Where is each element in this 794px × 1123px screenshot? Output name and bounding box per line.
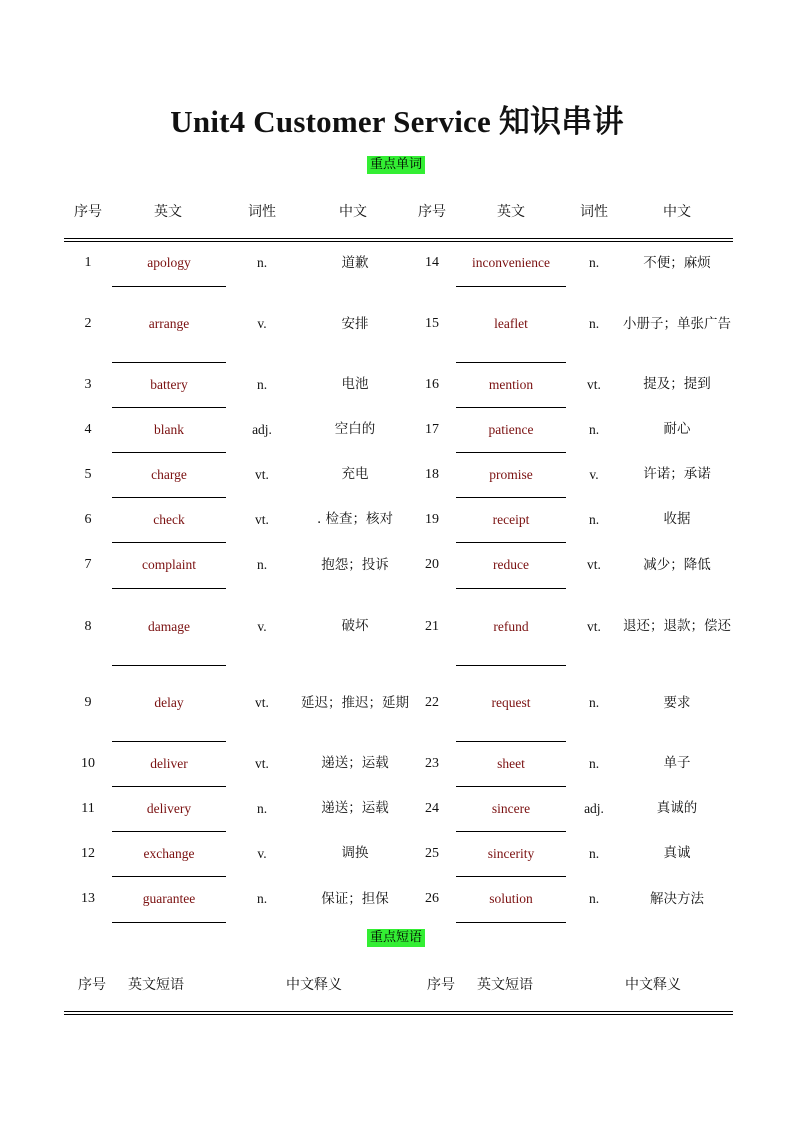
word-index: 19 (425, 511, 439, 527)
page-title: Unit4 Customer Service 知识串讲 (170, 104, 624, 139)
phrase-header-chinese-left: 中文释义 (286, 977, 342, 993)
word-part-of-speech: adj. (584, 800, 604, 816)
word-part-of-speech: vt. (255, 695, 269, 710)
word-english: complaint (142, 557, 196, 572)
word-chinese: 不便；麻烦 (643, 254, 711, 271)
word-index: 13 (81, 891, 95, 906)
word-index: 17 (425, 421, 439, 437)
word-chinese: 单子 (663, 755, 691, 771)
word-index: 6 (84, 511, 92, 527)
word-index: 8 (84, 618, 92, 634)
word-part-of-speech: n. (256, 255, 268, 270)
word-index: 3 (84, 376, 92, 392)
word-english: charge (151, 466, 187, 482)
word-separator-line (112, 876, 226, 877)
word-separator-line (112, 588, 226, 589)
word-chinese: 空白的 (334, 421, 376, 437)
word-separator-line (112, 362, 226, 363)
word-part-of-speech: v. (257, 845, 267, 861)
word-part-of-speech: vt. (255, 511, 269, 527)
word-separator-line (112, 831, 226, 832)
word-english: leaflet (494, 316, 528, 331)
word-separator-line (456, 452, 566, 453)
phrase-section-label: 重点短语 (367, 929, 425, 947)
word-chinese: 减少；降低 (643, 556, 711, 573)
word-english: inconvenience (472, 255, 550, 270)
word-part-of-speech: n. (588, 421, 600, 437)
word-part-of-speech: n. (588, 511, 600, 527)
word-index: 5 (84, 466, 92, 482)
word-chinese: 退还；退款；偿还 (623, 618, 731, 634)
word-part-of-speech: vt. (587, 376, 601, 392)
word-chinese: 收据 (663, 511, 691, 527)
word-part-of-speech: v. (257, 316, 267, 331)
word-separator-line (456, 786, 566, 787)
word-separator-line (456, 831, 566, 832)
word-index: 15 (425, 316, 439, 331)
word-english: sincere (491, 800, 531, 816)
table-top-rule (64, 238, 733, 239)
word-separator-line (112, 922, 226, 923)
word-part-of-speech: vt. (255, 755, 269, 771)
word-chinese: 提及；提到 (643, 376, 711, 392)
word-part-of-speech: vt. (587, 618, 601, 634)
word-part-of-speech: n. (588, 255, 600, 270)
word-separator-line (112, 741, 226, 742)
word-separator-line (456, 741, 566, 742)
word-chinese: 安排 (341, 315, 369, 332)
word-part-of-speech: n. (256, 557, 268, 572)
phrase-table-rule (64, 1011, 733, 1012)
word-chinese: 充电 (341, 466, 369, 482)
word-separator-line (456, 407, 566, 408)
word-part-of-speech: n. (588, 891, 600, 906)
word-chinese: . 检查；核对 (316, 511, 394, 527)
word-chinese: 抱怨；投诉 (321, 556, 389, 573)
word-index: 2 (84, 316, 92, 331)
word-part-of-speech: n. (588, 845, 600, 861)
phrase-header-english-right: 英文短语 (477, 977, 533, 993)
word-english: promise (489, 466, 533, 482)
word-index: 26 (425, 891, 439, 906)
word-chinese: 保证；担保 (321, 890, 389, 907)
word-chinese: 真诚的 (656, 800, 698, 816)
word-english: arrange (148, 316, 190, 331)
word-chinese: 要求 (663, 694, 691, 711)
phrase-header-english-left: 英文短语 (128, 977, 184, 993)
word-index: 22 (425, 695, 439, 710)
phrase-header-chinese-right: 中文释义 (625, 977, 681, 993)
word-part-of-speech: n. (256, 891, 268, 906)
word-chinese: 调换 (341, 845, 369, 861)
word-separator-line (456, 588, 566, 589)
header-english-right: 英文 (497, 204, 525, 220)
word-index: 21 (425, 618, 439, 634)
word-chinese: 电池 (341, 376, 369, 392)
word-index: 25 (425, 845, 439, 861)
word-separator-line (456, 286, 566, 287)
word-separator-line (456, 876, 566, 877)
header-index-right: 序号 (418, 204, 446, 220)
word-chinese: 耐心 (663, 421, 691, 437)
word-english: check (153, 511, 185, 527)
word-index: 23 (425, 755, 439, 771)
word-part-of-speech: vt. (255, 466, 269, 482)
header-chinese-right: 中文 (663, 204, 691, 220)
header-english-left: 英文 (154, 204, 182, 220)
word-index: 1 (84, 255, 92, 270)
word-index: 18 (425, 466, 439, 482)
word-index: 10 (81, 755, 95, 771)
word-chinese: 延迟；推迟；延期 (301, 694, 409, 711)
word-part-of-speech: adj. (252, 421, 272, 437)
word-separator-line (456, 922, 566, 923)
word-index: 12 (81, 845, 95, 861)
phrase-header-index-left: 序号 (78, 977, 106, 993)
word-separator-line (112, 665, 226, 666)
word-chinese: 小册子；单张广告 (623, 315, 731, 332)
word-index: 7 (84, 557, 92, 572)
word-index: 20 (425, 557, 439, 572)
word-chinese: 真诚 (663, 845, 691, 861)
word-part-of-speech: n. (588, 695, 600, 710)
word-english: deliver (150, 755, 188, 771)
word-english: delay (154, 695, 184, 710)
word-chinese: 递送；运载 (321, 800, 389, 816)
word-chinese: 破坏 (341, 618, 369, 634)
word-separator-line (456, 542, 566, 543)
word-part-of-speech: n. (256, 800, 268, 816)
word-part-of-speech: n. (588, 755, 600, 771)
word-separator-line (456, 497, 566, 498)
word-separator-line (112, 452, 226, 453)
word-english: sincerity (487, 845, 535, 861)
vocab-section-label: 重点单词 (367, 156, 425, 174)
word-index: 14 (425, 255, 439, 270)
word-chinese: 道歉 (341, 254, 369, 271)
phrase-header-index-right: 序号 (427, 977, 455, 993)
word-separator-line (456, 362, 566, 363)
phrase-table-rule-inner (64, 1014, 733, 1015)
word-english: guarantee (142, 891, 196, 906)
word-english: solution (489, 891, 533, 906)
header-pos-left: 词性 (248, 204, 276, 220)
word-part-of-speech: vt. (587, 557, 601, 572)
word-english: blank (154, 421, 184, 437)
word-english: delivery (146, 800, 192, 816)
header-pos-right: 词性 (580, 204, 608, 220)
word-english: battery (150, 376, 188, 392)
word-chinese: 许诺；承诺 (643, 466, 711, 482)
word-chinese: 递送；运载 (321, 755, 389, 771)
word-part-of-speech: n. (256, 376, 268, 392)
word-part-of-speech: v. (257, 618, 267, 634)
word-english: exchange (143, 845, 195, 861)
word-index: 16 (425, 376, 439, 392)
word-separator-line (112, 286, 226, 287)
word-index: 4 (84, 421, 92, 437)
word-separator-line (112, 786, 226, 787)
word-english: request (491, 695, 531, 710)
word-english: patience (488, 421, 534, 437)
word-separator-line (112, 407, 226, 408)
word-english: apology (147, 255, 191, 270)
word-english: mention (488, 376, 534, 392)
word-separator-line (456, 665, 566, 666)
word-separator-line (112, 542, 226, 543)
word-index: 24 (425, 800, 439, 816)
word-english: refund (493, 618, 529, 634)
header-chinese-left: 中文 (339, 204, 367, 220)
word-english: receipt (492, 511, 530, 527)
word-english: sheet (497, 755, 525, 771)
word-separator-line (112, 497, 226, 498)
word-part-of-speech: n. (588, 316, 600, 331)
word-part-of-speech: v. (589, 466, 599, 482)
header-index-left: 序号 (74, 204, 102, 220)
word-index: 9 (84, 695, 92, 710)
word-index: 11 (81, 800, 95, 816)
word-chinese: 解决方法 (650, 890, 704, 907)
word-english: reduce (493, 557, 529, 572)
word-english: damage (148, 618, 190, 634)
